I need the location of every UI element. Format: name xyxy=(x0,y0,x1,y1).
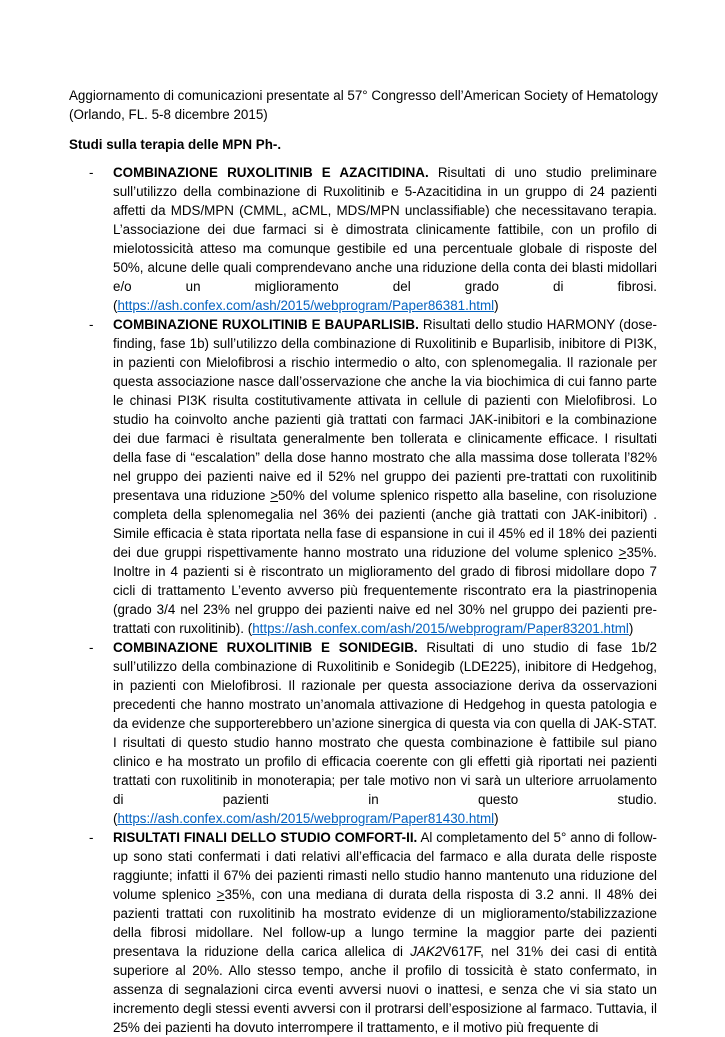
item-text: Risultati dello studio HARMONY (dose-finding, fase 1b) sull’utilizzo della combinazione di Ruxolitinib e Buparlisib, inibitore di PI3K, in pazienti con Mielofibrosi a rischio intermedio o alto, con splenomegalia. Il razionale per questa associazione nasce dall’osservazione che anche la via biochimica di cui fanno parte le chinasi PI3K risulta costitutivamente attivata in cellule di pazienti con Mielofibrosi. Lo studio ha coinvolto anche pazienti già trattati con farmaci JAK-inibitori e la combinazione dei due farmaci è risultata generalmente ben tollerata e clinicamente efficace. I risultati della fase di “escalation” della dose hanno mostrato che alla massima dose tollerata l’82% nel gruppo dei pazienti naive ed il 52% nel gruppo dei pazienti pre-trattati con ruxolitinib presentava una riduzione xyxy=(113,317,657,503)
greater-equal-sign: > xyxy=(216,887,225,902)
list-item xyxy=(69,315,657,638)
bullet-dash: - xyxy=(89,317,94,332)
bullet-dash: - xyxy=(89,640,94,655)
bullet-dash: - xyxy=(89,165,94,180)
link-close-paren: ) xyxy=(494,298,499,313)
bullet-dash: - xyxy=(89,830,94,845)
item-text: Al completamento del 5° anno di follow-up sono stati confermati i dati relativi all’efficacia del farmaco e alla durata delle risposte raggiunte; infatti il 67% dei pazienti rimasti nello studio hanno mantenuto una riduzione del volume splenico xyxy=(113,830,657,902)
item-title: COMBINAZIONE RUXOLITINIB E BAUPARLISIB. xyxy=(113,317,419,332)
paper-link[interactable]: https://ash.confex.com/ash/2015/webprogram/Paper83201.html xyxy=(252,621,629,636)
item-title: COMBINAZIONE RUXOLITINIB E SONIDEGIB. xyxy=(113,640,418,655)
item-title: RISULTATI FINALI DELLO STUDIO COMFORT-II. xyxy=(113,830,418,845)
item-text: 35%. Inoltre in 4 pazienti si è riscontrato un miglioramento del grado di fibrosi midollare dopo 7 cicli di trattamento L’evento avverso più frequentemente riscontrato era la piastrinopenia (grado 3/4 nel 23% nel gruppo dei pazienti naive ed nel 30% nel gruppo dei pazienti pre-trattati con ruxolitinib). xyxy=(113,545,657,636)
item-text: Risultati di uno studio di fase 1b/2 sull’utilizzo della combinazione di Ruxolitinib e Sonidegib (LDE225), inibitore di Hedgehog, in pazienti con Mielofibrosi. Il razionale per questa associazione deriva da osservazioni precedenti che hanno mostrato un’anomala attivazione di Hedgehog in questa patologia e da evidenze che supporterebbero un’azione sinergica di questa via con quella di JAK-STAT. I risultati di questo studio hanno mostrato che questa combinazione è fattibile sul piano clinico e ha mostrato un profilo di efficacia coerente con gli effetti già riportati nei pazienti trattati con ruxolitinib in monoterapia; per tale motivo non vi sarà un ulteriore arruolamento di pazienti in questo studio. xyxy=(113,640,657,807)
link-open-paren: ( xyxy=(113,298,118,313)
item-title: COMBINAZIONE RUXOLITINIB E AZACITIDINA. xyxy=(113,165,429,180)
studies-list xyxy=(69,163,657,1037)
greater-equal-sign: > xyxy=(618,545,627,560)
link-close-paren: ) xyxy=(628,621,634,636)
item-text: 35%, con una mediana di durata della risposta di 3.2 anni. Il 48% dei pazienti trattati con ruxolitinib ha mostrato evidenze di un miglioramento/stabilizzazione della fibrosi midollare. Nel follow-up a lungo termine la maggior parte dei pazienti presentava la riduzione della carica allelica di xyxy=(113,887,657,959)
link-close-paren: ) xyxy=(494,811,499,826)
greater-equal-sign: > xyxy=(270,488,279,503)
list-item xyxy=(69,638,657,828)
link-open-paren: ( xyxy=(113,811,118,826)
header-line-2: (Orlando, FL. 5-8 dicembre 2015) xyxy=(69,107,268,122)
paper-link[interactable]: https://ash.confex.com/ash/2015/webprogram/Paper81430.html xyxy=(117,811,495,826)
item-text: V617F, nel 31% dei casi di entità superiore al 20%. Allo stesso tempo, anche il profilo di tossicità è stato confermato, in assenza di segnalazioni circa eventi avversi nuovi o inattesi, e senza che vi sia stato un incremento degli stessi eventi avversi con il protrarsi dell’esposizione al farmaco. Tuttavia, il 25% dei pazienti ha dovuto interrompere il trattamento, e il motivo più frequente di xyxy=(113,944,657,1035)
paper-link[interactable]: https://ash.confex.com/ash/2015/webprogram/Paper86381.html xyxy=(117,298,495,313)
gene-name: JAK2 xyxy=(410,944,443,959)
list-item xyxy=(69,828,657,1037)
document-header xyxy=(69,86,669,124)
item-text: Risultati di uno studio preliminare sull’utilizzo della combinazione di Ruxolitinib e 5-Azacitidina in un gruppo di 24 pazienti affetti da MDS/MPN (CMML, aCML, MDS/MPN unclassifiable) che necessitavano terapia. L’associazione dei due farmaci si è dimostrata clinicamente fattibile, con un profilo di mielotossicità atteso ma comunque gestibile ed una percentuale globale di risposte del 50%, alcune delle quali comprendevano anche una riduzione della conta dei blasti midollari e/o un miglioramento del grado di fibrosi. xyxy=(113,165,657,294)
header-line-1: Aggiornamento di comunicazioni presentate al 57° Congresso dell’American Society of Hematology xyxy=(69,88,658,103)
section-subtitle: Studi sulla terapia delle MPN Ph-. xyxy=(69,137,282,152)
list-item xyxy=(69,163,657,315)
item-text: 50% del volume splenico rispetto alla baseline, con risoluzione completa della splenomegalia nel 36% dei pazienti (anche già trattati con JAK-inibitori) . Simile efficacia è stata riportata nella fase di espansione in cui il 45% ed il 18% dei pazienti dei due gruppi rispettivamente hanno mostrato una riduzione del volume splenico xyxy=(113,488,657,560)
link-open-paren: ( xyxy=(247,621,253,636)
